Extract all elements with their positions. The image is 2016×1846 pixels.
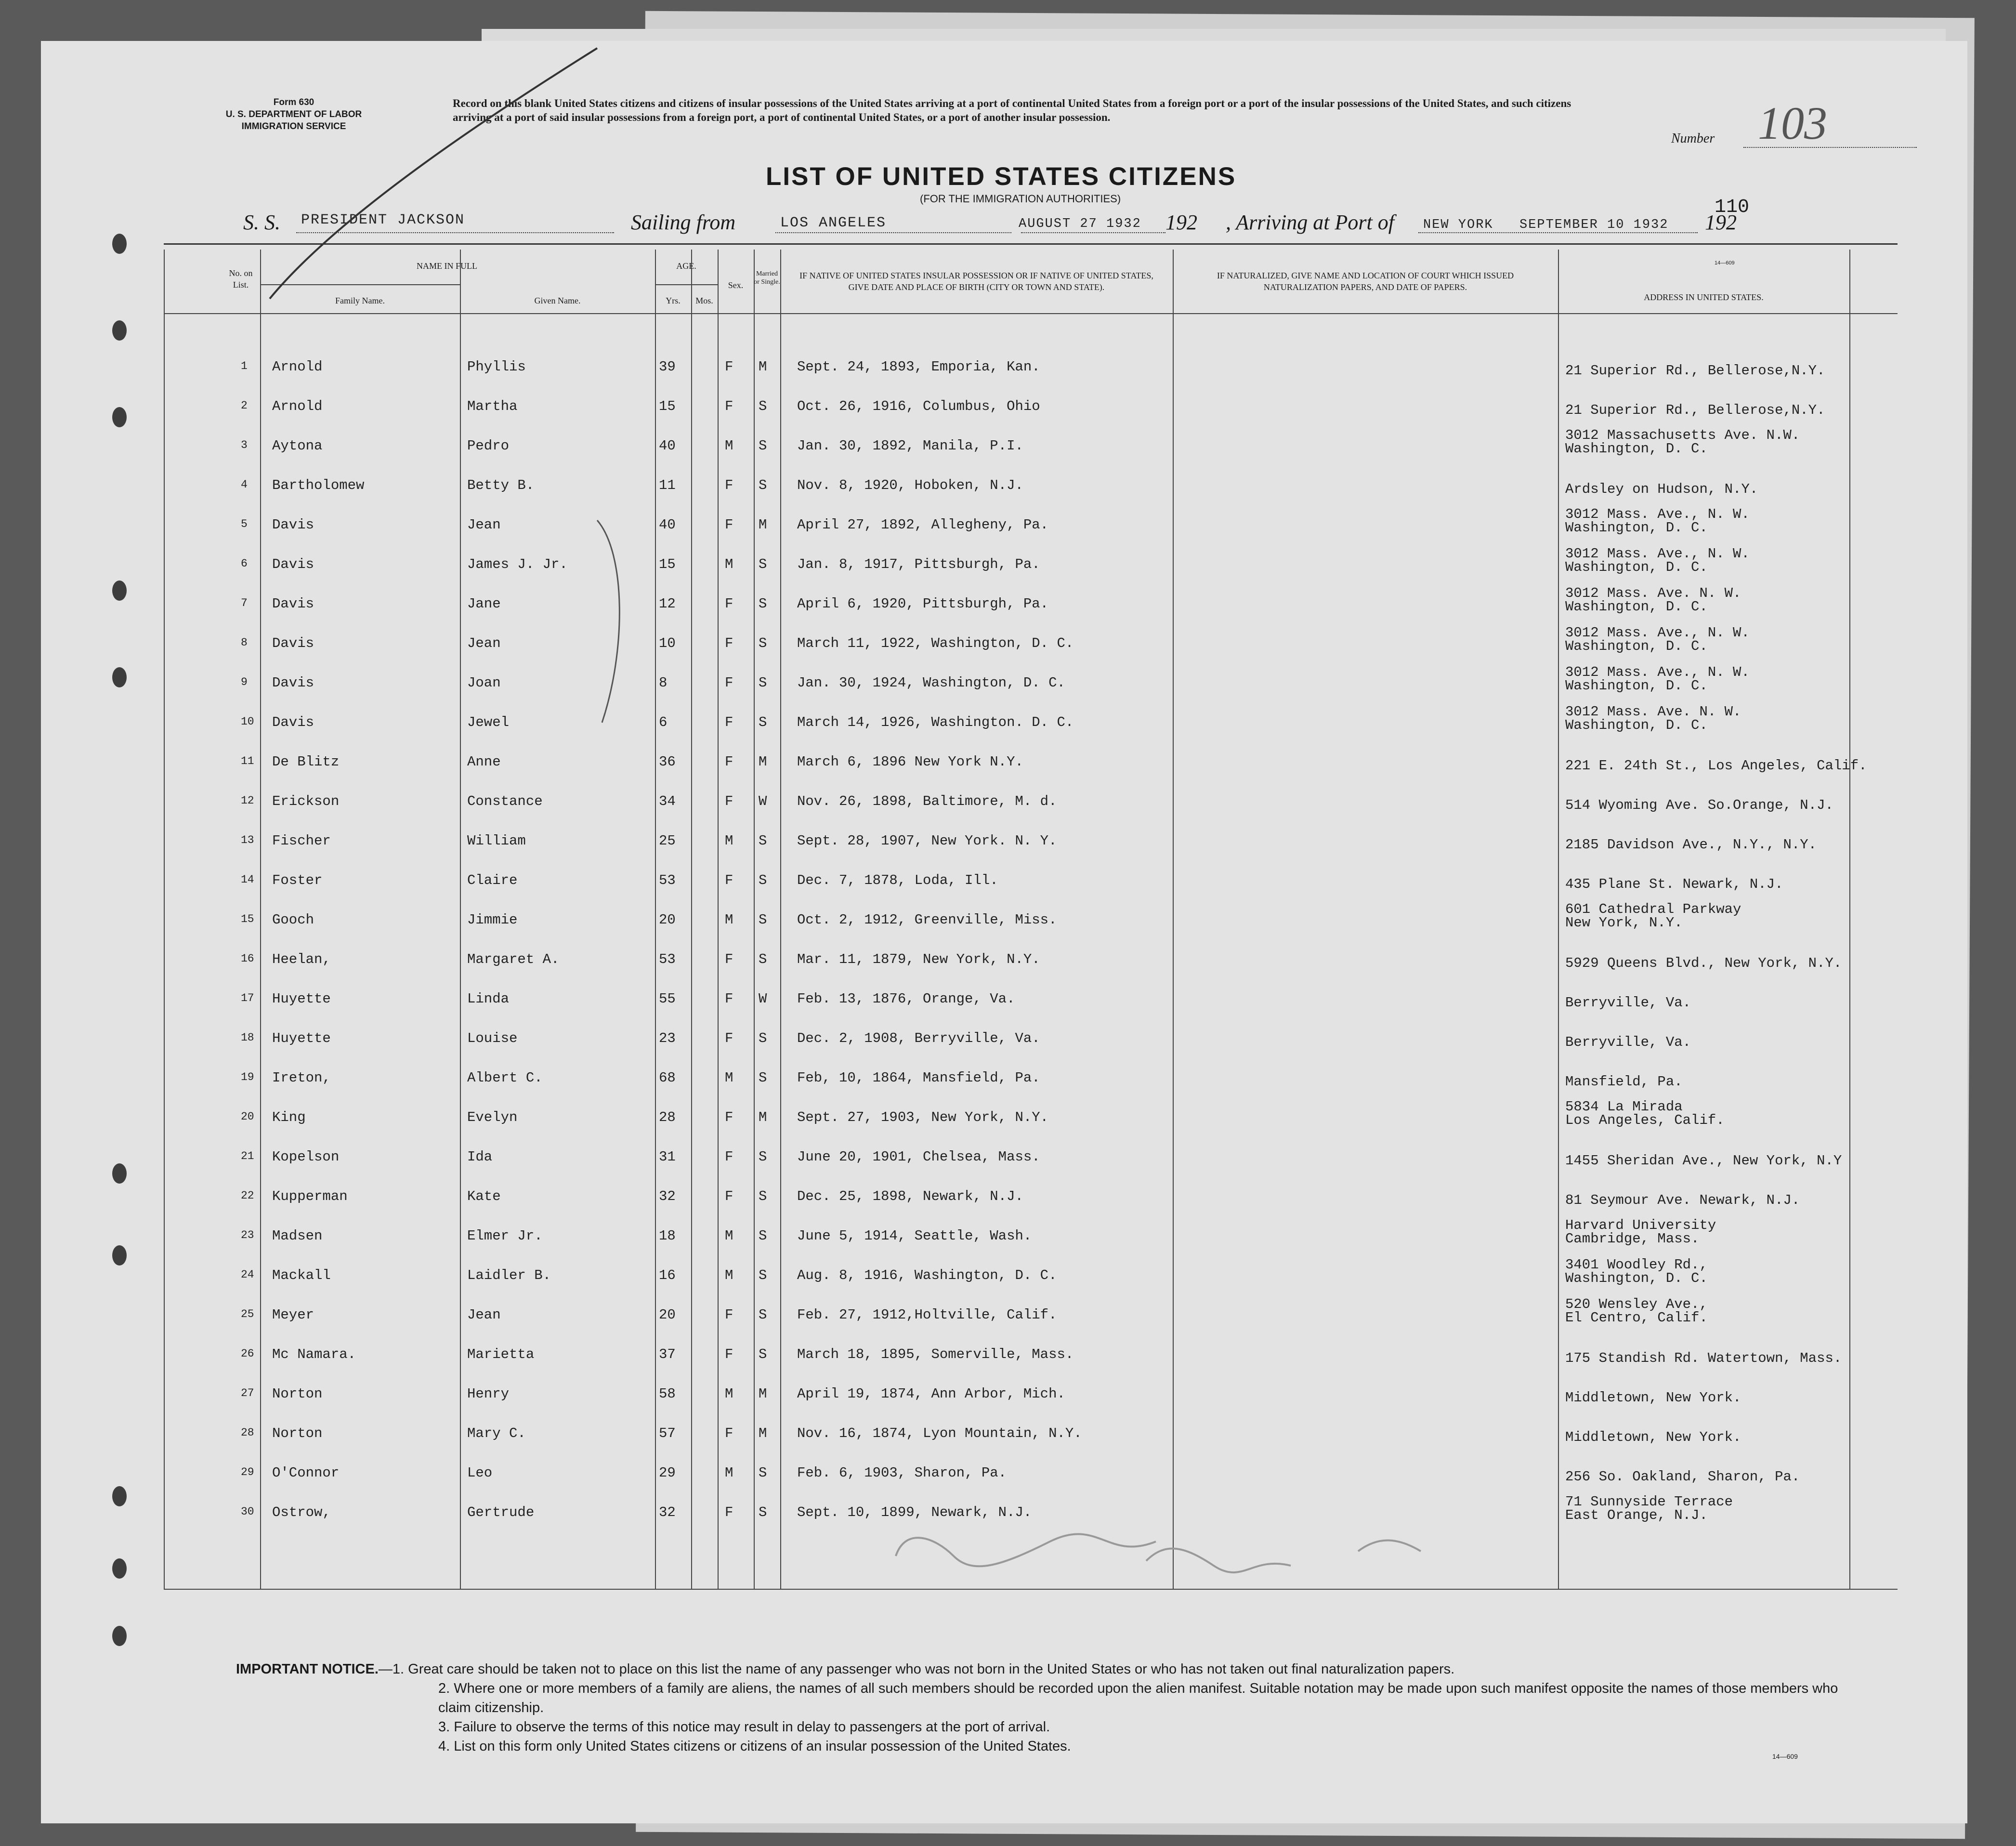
birth-info: March 11, 1922, Washington, D. C. xyxy=(797,635,1074,651)
row-number: 14 xyxy=(241,873,254,886)
footer-form-code: 14—609 xyxy=(1772,1753,1798,1760)
sex: F xyxy=(725,398,733,414)
row-number: 21 xyxy=(241,1150,254,1162)
given-name: Marietta xyxy=(467,1346,535,1362)
given-name: Margaret A. xyxy=(467,951,560,967)
address-line-2: Washington, D. C. xyxy=(1565,520,1708,536)
signature-stroke xyxy=(896,1534,1156,1566)
sex: F xyxy=(725,517,733,533)
birth-info: March 6, 1896 New York N.Y. xyxy=(797,754,1023,770)
address-line-2: Cambridge, Mass. xyxy=(1565,1231,1700,1247)
given-name: Jimmie xyxy=(467,912,518,928)
marital-status: S xyxy=(759,1188,767,1204)
given-name: Jane xyxy=(467,596,501,612)
marital-status: S xyxy=(759,1030,767,1046)
birth-info: Oct. 26, 1916, Columbus, Ohio xyxy=(797,398,1040,414)
given-name: Leo xyxy=(467,1465,493,1481)
birth-info: March 18, 1895, Somerville, Mass. xyxy=(797,1346,1074,1362)
family-bracket xyxy=(597,520,619,723)
family-name: Meyer xyxy=(272,1307,314,1323)
address-line-1: 3401 Woodley Rd., xyxy=(1565,1257,1708,1273)
given-name: Betty B. xyxy=(467,477,535,493)
header-naturalized: IF NATURALIZED, GIVE NAME AND LOCATION OF COURT WHICH ISSUED NATURALIZATION PAPERS, AND DATE OF PAPERS. xyxy=(1217,271,1514,292)
age-years: 53 xyxy=(659,872,676,888)
notice-line-1 xyxy=(236,1660,1864,1679)
age-years: 8 xyxy=(659,675,668,691)
sex: M xyxy=(725,1267,733,1283)
given-name: Claire xyxy=(467,872,518,888)
sex: M xyxy=(725,1465,733,1481)
birth-info: Aug. 8, 1916, Washington, D. C. xyxy=(797,1267,1057,1283)
marital-status: S xyxy=(759,1346,767,1362)
marital-status: S xyxy=(759,438,767,454)
family-name: Aytona xyxy=(272,438,323,454)
address-line-2: East Orange, N.J. xyxy=(1565,1507,1708,1523)
year-suffix: 192 xyxy=(1165,211,1197,234)
marital-status: W xyxy=(759,793,767,809)
family-name: Davis xyxy=(272,675,314,691)
family-name: Norton xyxy=(272,1425,323,1441)
family-name: Davis xyxy=(272,517,314,533)
age-years: 20 xyxy=(659,1307,676,1323)
year-suffix: 192 xyxy=(1705,211,1737,234)
birth-info: April 19, 1874, Ann Arbor, Mich. xyxy=(797,1386,1065,1402)
family-name: Arnold xyxy=(272,359,323,375)
row-number: 4 xyxy=(241,478,248,491)
notice-item-2: 2. Where one or more members of a family are aliens, the names of all such members should be recorded upon the alien manifest. Suitable notation may be made upon such manifest opposite the names of those members who claim citizenship. xyxy=(438,1681,1838,1715)
birth-info: June 5, 1914, Seattle, Wash. xyxy=(797,1228,1032,1244)
given-name: Kate xyxy=(467,1188,501,1204)
row-number: 12 xyxy=(241,794,254,807)
row-number: 18 xyxy=(241,1031,254,1044)
arrival-date: SEPTEMBER 10 1932 xyxy=(1519,218,1669,232)
arrival-port: NEW YORK xyxy=(1423,218,1493,232)
age-years: 58 xyxy=(659,1386,676,1402)
marital-status: S xyxy=(759,714,767,730)
address-line-1: 21 Superior Rd., Bellerose,N.Y. xyxy=(1565,363,1825,379)
birth-info: Dec. 2, 1908, Berryville, Va. xyxy=(797,1030,1040,1046)
age-years: 32 xyxy=(659,1188,676,1204)
address-line-1: 514 Wyoming Ave. So.Orange, N.J. xyxy=(1565,797,1833,813)
address-line-1: 71 Sunnyside Terrace xyxy=(1565,1494,1733,1510)
address-line-1: 175 Standish Rd. Watertown, Mass. xyxy=(1565,1350,1842,1366)
signature-stroke xyxy=(1146,1549,1291,1573)
family-name: Kopelson xyxy=(272,1149,340,1165)
family-name: King xyxy=(272,1109,306,1125)
address-line-1: Middletown, New York. xyxy=(1565,1429,1741,1445)
address-line-1: Middletown, New York. xyxy=(1565,1390,1741,1406)
ss-label: S. S. xyxy=(243,211,280,234)
given-name: Pedro xyxy=(467,438,510,454)
row-number: 26 xyxy=(241,1347,254,1360)
sex: M xyxy=(725,833,733,849)
sex: F xyxy=(725,359,733,375)
signature-stroke xyxy=(1358,1541,1421,1552)
form-id-line: U. S. DEPARTMENT OF LABOR xyxy=(225,109,362,119)
sex: M xyxy=(725,1228,733,1244)
family-name: Norton xyxy=(272,1386,323,1402)
row-number: 7 xyxy=(241,597,248,609)
marital-status: M xyxy=(759,1109,767,1125)
address-line-2: Washington, D. C. xyxy=(1565,638,1708,654)
header-yrs: Yrs. xyxy=(666,296,681,305)
family-name: Erickson xyxy=(272,793,340,809)
address-line-2: Los Angeles, Calif. xyxy=(1565,1112,1725,1128)
birth-info: Sept. 27, 1903, New York, N.Y. xyxy=(797,1109,1049,1125)
header-family-name: Family Name. xyxy=(335,296,385,305)
row-number: 10 xyxy=(241,715,254,728)
marital-status: S xyxy=(759,1149,767,1165)
row-number: 20 xyxy=(241,1110,254,1123)
sex: F xyxy=(725,1504,733,1520)
notice-item-4: 4. List on this form only United States citizens or citizens of an insular possession of the United States. xyxy=(438,1739,1071,1754)
family-name: Ostrow, xyxy=(272,1504,331,1520)
age-years: 39 xyxy=(659,359,676,375)
address-line-1: 3012 Mass. Ave., N. W. xyxy=(1565,546,1750,562)
given-name: William xyxy=(467,833,526,849)
birth-info: Mar. 11, 1879, New York, N.Y. xyxy=(797,951,1040,967)
row-number: 8 xyxy=(241,636,248,649)
marital-status: S xyxy=(759,1267,767,1283)
marital-status: S xyxy=(759,1228,767,1244)
sex: M xyxy=(725,912,733,928)
address-line-1: Ardsley on Hudson, N.Y. xyxy=(1565,481,1758,497)
given-name: Gertrude xyxy=(467,1504,535,1520)
birth-info: Feb. 13, 1876, Orange, Va. xyxy=(797,991,1015,1007)
row-number: 25 xyxy=(241,1308,254,1320)
family-name: Fischer xyxy=(272,833,331,849)
row-number: 19 xyxy=(241,1071,254,1083)
family-name: O'Connor xyxy=(272,1465,340,1481)
birth-info: June 20, 1901, Chelsea, Mass. xyxy=(797,1149,1040,1165)
age-years: 25 xyxy=(659,833,676,849)
family-name: Bartholomew xyxy=(272,477,365,493)
family-name: Huyette xyxy=(272,1030,331,1046)
address-line-1: 520 Wensley Ave., xyxy=(1565,1296,1708,1312)
address-line-1: Mansfield, Pa. xyxy=(1565,1074,1683,1090)
birth-info: Nov. 26, 1898, Baltimore, M. d. xyxy=(797,793,1057,809)
age-years: 31 xyxy=(659,1149,676,1165)
ship-name: PRESIDENT JACKSON xyxy=(301,212,465,228)
address-line-1: Berryville, Va. xyxy=(1565,995,1691,1011)
header-no-on-list: No. on List. xyxy=(229,268,253,290)
given-name: Jewel xyxy=(467,714,510,730)
row-number: 11 xyxy=(241,755,254,767)
sex: F xyxy=(725,596,733,612)
family-name: Gooch xyxy=(272,912,314,928)
birth-info: Dec. 25, 1898, Newark, N.J. xyxy=(797,1188,1023,1204)
birth-info: Sept. 28, 1907, New York. N. Y. xyxy=(797,833,1057,849)
marital-status: M xyxy=(759,1425,767,1441)
marital-status: M xyxy=(759,754,767,770)
birth-info: Sept. 24, 1893, Emporia, Kan. xyxy=(797,359,1040,375)
given-name: Anne xyxy=(467,754,501,770)
age-years: 40 xyxy=(659,517,676,533)
row-number: 2 xyxy=(241,399,248,412)
family-name: Heelan, xyxy=(272,951,331,967)
address-line-1: 5929 Queens Blvd., New York, N.Y. xyxy=(1565,955,1842,971)
address-line-1: 601 Cathedral Parkway xyxy=(1565,901,1741,917)
form-code: 14—609 xyxy=(1715,260,1735,266)
row-number: 22 xyxy=(241,1189,254,1202)
given-name: Phyllis xyxy=(467,359,526,375)
age-years: 36 xyxy=(659,754,676,770)
age-years: 53 xyxy=(659,951,676,967)
age-years: 18 xyxy=(659,1228,676,1244)
address-line-1: 3012 Mass. Ave., N. W. xyxy=(1565,625,1750,641)
age-years: 23 xyxy=(659,1030,676,1046)
address-line-2: El Centro, Calif. xyxy=(1565,1310,1708,1326)
marital-status: S xyxy=(759,1465,767,1481)
age-years: 6 xyxy=(659,714,668,730)
given-name: James J. Jr. xyxy=(467,556,568,572)
address-line-1: 5834 La Mirada xyxy=(1565,1099,1683,1115)
given-name: Martha xyxy=(467,398,518,414)
age-years: 37 xyxy=(659,1346,676,1362)
given-name: Evelyn xyxy=(467,1109,518,1125)
age-years: 40 xyxy=(659,438,676,454)
sex: F xyxy=(725,675,733,691)
age-years: 12 xyxy=(659,596,676,612)
address-line-1: 1455 Sheridan Ave., New York, N.Y xyxy=(1565,1153,1842,1169)
sex: F xyxy=(725,714,733,730)
given-name: Constance xyxy=(467,793,543,809)
birth-info: Feb. 27, 1912,Holtville, Calif. xyxy=(797,1307,1057,1323)
birth-info: Jan. 30, 1892, Manila, P.I. xyxy=(797,438,1023,454)
marital-status: S xyxy=(759,398,767,414)
birth-info: Oct. 2, 1912, Greenville, Miss. xyxy=(797,912,1057,928)
given-name: Jean xyxy=(467,635,501,651)
family-name: Foster xyxy=(272,872,323,888)
family-name: Davis xyxy=(272,596,314,612)
birth-info: Sept. 10, 1899, Newark, N.J. xyxy=(797,1504,1032,1520)
given-name: Mary C. xyxy=(467,1425,526,1441)
row-number: 6 xyxy=(241,557,248,570)
address-line-2: Washington, D. C. xyxy=(1565,599,1708,615)
header-sex: Sex. xyxy=(728,280,744,290)
age-years: 15 xyxy=(659,556,676,572)
sex: M xyxy=(725,438,733,454)
age-years: 10 xyxy=(659,635,676,651)
record-instructions: Record on this blank United States citizens and citizens of insular possessions of the United States arriving at a port of continental United States from a foreign port or a port of the insular possessions of the United States, and such citizens arriving at a port of said insular possessions from a foreign port, a port of continental United States, or a port of another insular possession. xyxy=(453,97,1571,123)
age-years: 29 xyxy=(659,1465,676,1481)
given-name: Jean xyxy=(467,1307,501,1323)
sex: F xyxy=(725,477,733,493)
sex: F xyxy=(725,754,733,770)
form-id-line: IMMIGRATION SERVICE xyxy=(241,121,346,132)
sex: F xyxy=(725,1188,733,1204)
sex: F xyxy=(725,1030,733,1046)
sex: M xyxy=(725,556,733,572)
sailing-label: Sailing from xyxy=(631,211,736,234)
address-line-2: Washington, D. C. xyxy=(1565,1270,1708,1286)
family-name: Mc Namara. xyxy=(272,1346,356,1362)
address-line-1: 435 Plane St. Newark, N.J. xyxy=(1565,876,1783,892)
birth-info: April 27, 1892, Allegheny, Pa. xyxy=(797,517,1049,533)
header-age: AGE. xyxy=(676,261,696,271)
marital-status: S xyxy=(759,477,767,493)
sex: M xyxy=(725,1070,733,1086)
sailing-from: LOS ANGELES xyxy=(780,215,887,231)
age-years: 20 xyxy=(659,912,676,928)
given-name: Albert C. xyxy=(467,1070,543,1086)
form-id-line: Form 630 xyxy=(273,97,314,107)
address-line-2: Washington, D. C. xyxy=(1565,441,1708,457)
row-number: 23 xyxy=(241,1229,254,1241)
address-line-1: 21 Superior Rd., Bellerose,N.Y. xyxy=(1565,402,1825,418)
header-given-name: Given Name. xyxy=(534,296,581,305)
important-notice xyxy=(236,1660,1864,1756)
birth-info: Feb. 6, 1903, Sharon, Pa. xyxy=(797,1465,1007,1481)
marital-status: W xyxy=(759,991,767,1007)
marital-status: S xyxy=(759,872,767,888)
row-number: 17 xyxy=(241,992,254,1004)
header-mos: Mos. xyxy=(695,296,713,305)
age-years: 11 xyxy=(659,477,676,493)
birth-info: March 14, 1926, Washington. D. C. xyxy=(797,714,1074,730)
address-line-1: 3012 Mass. Ave. N. W. xyxy=(1565,585,1741,601)
notice-item-3: 3. Failure to observe the terms of this notice may result in delay to passengers at the port of arrival. xyxy=(438,1719,1050,1735)
marital-status: S xyxy=(759,951,767,967)
given-name: Louise xyxy=(467,1030,518,1046)
given-name: Joan xyxy=(467,675,501,691)
birth-info: Dec. 7, 1878, Loda, Ill. xyxy=(797,872,998,888)
address-line-2: Washington, D. C. xyxy=(1565,559,1708,575)
list-number: 103 xyxy=(1758,97,1827,149)
pen-stroke xyxy=(270,48,597,299)
notice-item-1: —1. Great care should be taken not to place on this list the name of any passenger who was not born in the United States or who has not taken out final naturalization papers. xyxy=(378,1661,1455,1677)
address-line-1: 3012 Mass. Ave. N. W. xyxy=(1565,704,1741,720)
row-number: 15 xyxy=(241,913,254,925)
row-number: 5 xyxy=(241,518,248,530)
sex: F xyxy=(725,872,733,888)
sex: F xyxy=(725,1346,733,1362)
page-number: 110 xyxy=(1715,197,1750,218)
birth-info: Nov. 16, 1874, Lyon Mountain, N.Y. xyxy=(797,1425,1082,1441)
marital-status: S xyxy=(759,1307,767,1323)
family-name: Davis xyxy=(272,635,314,651)
number-label: Number xyxy=(1671,131,1715,146)
address-line-1: 3012 Mass. Ave., N. W. xyxy=(1565,506,1750,522)
header-address: ADDRESS IN UNITED STATES. xyxy=(1644,292,1764,302)
sex: F xyxy=(725,635,733,651)
address-line-1: 81 Seymour Ave. Newark, N.J. xyxy=(1565,1192,1800,1208)
birth-info: April 6, 1920, Pittsburgh, Pa. xyxy=(797,596,1049,612)
row-number: 16 xyxy=(241,952,254,965)
row-number: 9 xyxy=(241,676,248,688)
given-name: Linda xyxy=(467,991,510,1007)
age-years: 68 xyxy=(659,1070,676,1086)
marital-status: M xyxy=(759,1386,767,1402)
address-line-1: 256 So. Oakland, Sharon, Pa. xyxy=(1565,1469,1800,1485)
family-name: De Blitz xyxy=(272,754,340,770)
family-name: Madsen xyxy=(272,1228,323,1244)
marital-status: S xyxy=(759,833,767,849)
age-years: 16 xyxy=(659,1267,676,1283)
sex: M xyxy=(725,1386,733,1402)
row-number: 29 xyxy=(241,1466,254,1478)
age-years: 34 xyxy=(659,793,676,809)
family-name: Ireton, xyxy=(272,1070,331,1086)
address-line-1: Berryville, Va. xyxy=(1565,1034,1691,1050)
marital-status: S xyxy=(759,635,767,651)
sex: F xyxy=(725,1307,733,1323)
age-years: 32 xyxy=(659,1504,676,1520)
marital-status: M xyxy=(759,359,767,375)
page-subtitle: (FOR THE IMMIGRATION AUTHORITIES) xyxy=(920,193,1121,205)
row-number: 28 xyxy=(241,1426,254,1439)
age-years: 55 xyxy=(659,991,676,1007)
row-number: 1 xyxy=(241,360,248,372)
notice-lead: IMPORTANT NOTICE. xyxy=(236,1661,379,1677)
marital-status: M xyxy=(759,517,767,533)
age-years: 57 xyxy=(659,1425,676,1441)
given-name: Henry xyxy=(467,1386,510,1402)
family-name: Davis xyxy=(272,714,314,730)
arriving-label: , Arriving at Port of xyxy=(1226,211,1394,234)
sex: F xyxy=(725,951,733,967)
sex: F xyxy=(725,1425,733,1441)
row-number: 13 xyxy=(241,834,254,846)
sex: F xyxy=(725,1109,733,1125)
marital-status: S xyxy=(759,1504,767,1520)
given-name: Jean xyxy=(467,517,501,533)
family-name: Huyette xyxy=(272,991,331,1007)
row-number: 24 xyxy=(241,1268,254,1281)
sex: F xyxy=(725,1149,733,1165)
address-line-1: 3012 Massachusetts Ave. N.W. xyxy=(1565,427,1800,443)
family-name: Arnold xyxy=(272,398,323,414)
marital-status: S xyxy=(759,596,767,612)
family-name: Davis xyxy=(272,556,314,572)
birth-info: Jan. 30, 1924, Washington, D. C. xyxy=(797,675,1065,691)
marital-status: S xyxy=(759,1070,767,1086)
header-married-single: Married or Single. xyxy=(754,270,780,286)
family-name: Kupperman xyxy=(272,1188,348,1204)
page-title: LIST OF UNITED STATES CITIZENS xyxy=(766,162,1237,191)
row-number: 27 xyxy=(241,1387,254,1399)
marital-status: S xyxy=(759,912,767,928)
address-line-2: New York, N.Y. xyxy=(1565,915,1683,931)
address-line-1: Harvard University xyxy=(1565,1217,1716,1233)
marital-status: S xyxy=(759,675,767,691)
address-line-1: 2185 Davidson Ave., N.Y., N.Y. xyxy=(1565,837,1817,853)
header-birth: IF NATIVE OF UNITED STATES INSULAR POSSESSION OR IF NATIVE OF UNITED STATES, GIVE DATE AND PLACE OF BIRTH (CITY OR TOWN AND STATE). xyxy=(799,271,1153,292)
birth-info: Nov. 8, 1920, Hoboken, N.J. xyxy=(797,477,1023,493)
given-name: Laidler B. xyxy=(467,1267,551,1283)
header-name-in-full: NAME IN FULL xyxy=(417,261,477,271)
row-number: 3 xyxy=(241,439,248,451)
address-line-1: 221 E. 24th St., Los Angeles, Calif. xyxy=(1565,758,1867,774)
marital-status: S xyxy=(759,556,767,572)
given-name: Elmer Jr. xyxy=(467,1228,543,1244)
address-line-2: Washington, D. C. xyxy=(1565,678,1708,694)
birth-info: Feb, 10, 1864, Mansfield, Pa. xyxy=(797,1070,1040,1086)
family-name: Mackall xyxy=(272,1267,331,1283)
given-name: Ida xyxy=(467,1149,493,1165)
sex: F xyxy=(725,793,733,809)
age-years: 15 xyxy=(659,398,676,414)
row-number: 30 xyxy=(241,1505,254,1518)
address-line-2: Washington, D. C. xyxy=(1565,717,1708,733)
address-line-1: 3012 Mass. Ave., N. W. xyxy=(1565,664,1750,680)
birth-info: Jan. 8, 1917, Pittsburgh, Pa. xyxy=(797,556,1040,572)
age-years: 28 xyxy=(659,1109,676,1125)
sailing-date: AUGUST 27 1932 xyxy=(1019,217,1141,231)
sex: F xyxy=(725,991,733,1007)
